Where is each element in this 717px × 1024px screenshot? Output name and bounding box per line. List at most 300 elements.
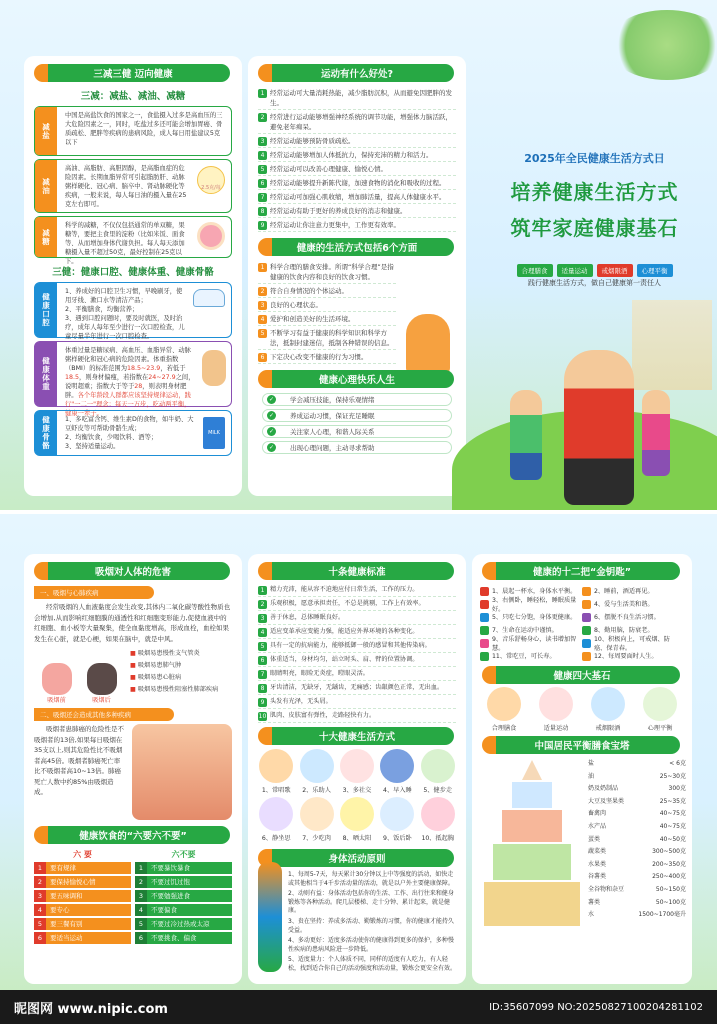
oil-amount: 2.5克/每 xyxy=(201,185,221,191)
item-text: 经常运动能够增加人体抵抗力，保持充沛的精力和活力。 xyxy=(270,151,433,159)
lifestyle-item xyxy=(418,797,458,842)
item-text: 经常运动可大量消耗热能，减少脂肪沉积，从而避免因肥胖的发生。 xyxy=(270,89,452,107)
diet-dos-donts xyxy=(34,849,232,946)
list-item xyxy=(258,585,456,597)
chip: 戒烟限酒 xyxy=(597,264,633,277)
item-marker: 1 xyxy=(258,89,267,98)
caption: 吸烟后 xyxy=(92,697,111,704)
item-marker: 7 xyxy=(258,193,267,202)
list-item xyxy=(258,136,456,148)
item-text: 精力充沛，能从容不迫地应付日常生活，工作的压力。 xyxy=(270,586,419,593)
item-text: 科学合理的膳食安排。所谓“科学合理”是指健康的饮食内容和良好的饮食习惯。 xyxy=(270,263,394,281)
item-label: 5、健步走 xyxy=(423,787,453,794)
tag-label: 减糖 xyxy=(35,217,57,257)
list-item xyxy=(258,150,456,162)
item-text: 11、常吃豆，可长寿。 xyxy=(492,653,556,660)
panel-three-reductions xyxy=(24,56,242,496)
item-marker: 1 xyxy=(258,263,267,272)
column-title: 六不要 xyxy=(171,850,196,859)
list-item xyxy=(258,112,456,134)
activity-principles xyxy=(288,871,456,974)
subsection-title: 二、吸烟还会造成其他多种疾病 xyxy=(34,708,174,721)
food-amount: < 6克 xyxy=(669,760,686,767)
item-marker: 2 xyxy=(135,876,147,888)
food-amount: 50~100克 xyxy=(655,898,686,906)
item-marker xyxy=(582,613,591,622)
item-text: 经常运动可加强心肌收缩，增加肺活量，提高人体健康水平。 xyxy=(270,193,446,201)
list-item xyxy=(262,393,452,406)
panel-title: 吸烟对人体的危害 xyxy=(36,562,230,580)
item-text: 经常运动可以改善心理健康、愉悦心情。 xyxy=(270,165,387,173)
item-text: 肌肉、皮肤富有弹性，走路轻快有力。 xyxy=(270,712,376,719)
key-item xyxy=(582,597,684,610)
item-marker xyxy=(480,600,489,609)
weight-text xyxy=(65,346,195,418)
item-marker: 4 xyxy=(258,628,267,637)
pyramid-row xyxy=(588,771,686,784)
item-label: 6、静坐思 xyxy=(261,835,291,842)
chip: 心理平衡 xyxy=(637,264,673,277)
key-item xyxy=(582,610,684,623)
mental-health-list xyxy=(248,393,466,454)
mouth-item: 2、平衡膳食，均衡营养； xyxy=(65,306,139,313)
lifestyle-item xyxy=(337,749,377,794)
item-marker: 8 xyxy=(258,684,267,693)
singing-icon xyxy=(259,749,293,783)
runner-illustration-icon xyxy=(406,314,450,374)
list-item xyxy=(258,627,456,639)
reduce-oil-box xyxy=(34,159,232,213)
dont-item xyxy=(135,876,232,888)
list-item xyxy=(258,613,456,625)
food-amount: 300克 xyxy=(668,785,686,793)
caption: 吸烟前 xyxy=(47,697,66,704)
text: 体重过量是糖尿病、高血压、血脂异常、动脉粥样硬化和冠心病的危险因素。体重指数（BMI）的标准范围为 xyxy=(65,347,191,372)
list-item xyxy=(258,697,456,709)
item-text: 经常运动能够提升新陈代谢，加速食物的消化和吸收的过程。 xyxy=(270,179,446,187)
meditation-icon xyxy=(259,797,293,831)
do-item xyxy=(34,904,131,916)
section-title: 健康四大基石 xyxy=(484,666,680,684)
section-subtitle: 三减：减盐、减油、减糖 xyxy=(80,91,186,102)
item-text: 牙齿清洁，无缺牙，无龋齿，无痛感；齿龈颜色正常，无出血。 xyxy=(270,684,444,691)
exercising-kids-icon xyxy=(258,862,282,972)
bone-item: 1、多吃富含钙、维生素D的食物，如牛奶、大豆虾皮等可帮助骨骼生成； xyxy=(65,416,194,432)
item-text: 经常运动有助于更好的养成良好的消志和健康。 xyxy=(270,207,407,215)
item-marker xyxy=(480,587,489,596)
section-title: 健康心理快乐人生 xyxy=(260,370,454,388)
item-text: 5、只吃七分饱，身体更健康。 xyxy=(492,614,577,621)
item-marker: 10 xyxy=(258,713,267,720)
check-icon: ✓ xyxy=(268,444,275,451)
mouth-item: 1、养成好的口腔卫生习惯，早晚刷牙，使用牙线、漱口水等清洁产品； xyxy=(65,288,183,304)
item-text: 要五味调和 xyxy=(46,890,131,902)
bmi-value: 28 xyxy=(134,383,143,390)
pyramid-row xyxy=(588,871,686,884)
chip: 适量运动 xyxy=(557,264,593,277)
pyramid-row xyxy=(588,808,686,821)
pyramid-graphic-icon xyxy=(484,760,580,928)
reduce-sugar-box xyxy=(34,216,232,265)
panel-title: 运动有什么好处? xyxy=(260,64,454,82)
food-label: 畜禽肉 xyxy=(588,810,607,818)
item-text: 12、每周要面时人生。 xyxy=(594,653,658,660)
runner-man-icon xyxy=(510,390,542,480)
item-text: 要三餐有别 xyxy=(46,918,131,930)
list-item xyxy=(258,206,456,218)
item-text: 吸烟易患慢性阻塞性肺部疾病 xyxy=(137,686,219,693)
mental-balance-icon xyxy=(643,687,677,721)
teeth-icon xyxy=(193,289,225,307)
item-marker: 3 xyxy=(258,301,267,310)
section-title: 十大健康生活方式 xyxy=(260,727,454,745)
rest-icon xyxy=(380,797,414,831)
key-item xyxy=(480,635,582,652)
item-marker xyxy=(582,587,591,596)
key-item xyxy=(582,584,684,597)
site-logo: 昵图网 www.nipic.com xyxy=(14,1001,168,1017)
cover-panel xyxy=(472,20,717,510)
item-marker: 3 xyxy=(258,614,267,623)
item-text: 眼睛明亮，眼睑无炎症，瞪眼灵活。 xyxy=(270,670,369,677)
salt-text: 中国是高盐饮食的国家之一，食盐摄入过多是高血压的三大危险因素之一，同时，吃盐过多还可能会增加胃癌、骨质疏松、肥胖等疾病的患病风险，成人每日用盐建议5克以下 xyxy=(65,112,223,146)
key-item xyxy=(582,635,684,652)
list-item xyxy=(258,164,456,176)
text: ，若低于 xyxy=(160,365,186,372)
lung-after xyxy=(87,663,117,704)
item-text: 吸烟易患心脏病 xyxy=(137,674,182,681)
item-label: 9、饭后卧 xyxy=(383,835,412,842)
item-label: 心理平衡 xyxy=(647,725,673,732)
item-text: 吸烟易患肺气肿 xyxy=(137,662,182,669)
item-label: 8、晒太阳 xyxy=(342,835,372,842)
item-marker xyxy=(480,652,489,661)
lifestyle-item xyxy=(256,797,296,842)
food-amount: 40~50克 xyxy=(659,835,686,843)
lungs-comparison xyxy=(34,648,232,704)
food-label: 蛋类 xyxy=(588,835,601,843)
benefit-list xyxy=(258,88,456,232)
key-item xyxy=(480,596,582,613)
four-cornerstones xyxy=(478,687,686,732)
cancer-section xyxy=(34,724,232,820)
dos-column xyxy=(34,849,131,946)
text: ，则表明身材肥胖。 xyxy=(65,383,187,399)
item-text: 4、爱与生活美和谐。 xyxy=(594,601,654,608)
item-text: 经常运动让你注意力更集中，工作更有效率。 xyxy=(270,221,400,229)
pyramid-row xyxy=(588,846,686,859)
list-item xyxy=(258,683,456,695)
section-title: 健康饮食的“六要六不要” xyxy=(36,826,230,844)
item-text: 经常进行运动能够增强神经系统的调节功能，增强体力脑活跃，避免老年痴呆。 xyxy=(270,113,452,131)
posture-icon xyxy=(421,797,455,831)
less-meat-icon xyxy=(300,797,334,831)
bone-item: 2、均衡饮食，少喝饮料、酒等； xyxy=(65,434,158,441)
pyramid-row xyxy=(588,821,686,834)
bmi-value: 18.5 xyxy=(65,374,80,381)
tag-label: 减油 xyxy=(35,160,57,212)
food-label: 奶及奶制品 xyxy=(588,785,619,793)
lifestyle-item xyxy=(377,797,417,842)
tag-label: 健康口腔 xyxy=(35,283,57,337)
panel-smoking-harm xyxy=(24,554,242,984)
food-amount: 40~75克 xyxy=(659,810,686,818)
tag-label: 减盐 xyxy=(35,107,57,155)
item-label: 2、乐助人 xyxy=(302,787,331,794)
item-text: 出现心理问题，主动寻求帮助 xyxy=(290,444,375,452)
golden-keys-grid xyxy=(480,584,684,662)
principle-item: 4、多动更好：适度多活动使你的健康得到更多的保护，多种慢性疾病的患病风险进一步降低。 xyxy=(288,937,454,953)
item-text: 乐观积极，愿意承担责任，不总是挑剔，工作上有效率。 xyxy=(270,600,425,607)
pyramid-row xyxy=(588,783,686,796)
item-text: 爱护和创造美好的生活环境。 xyxy=(270,315,355,323)
food-label: 水 xyxy=(588,911,595,919)
bullet-icon: ■ xyxy=(130,674,138,681)
item-marker: 4 xyxy=(34,904,46,916)
list-item xyxy=(258,314,396,326)
item-marker: 4 xyxy=(258,315,267,324)
runner-woman-icon xyxy=(564,350,634,505)
item-marker: 5 xyxy=(34,918,46,930)
list-item xyxy=(258,178,456,190)
pyramid-row xyxy=(588,859,686,872)
panel-golden-keys xyxy=(472,554,692,984)
item-text: 要适当运动 xyxy=(46,932,131,944)
superhero-kid-icon xyxy=(202,350,226,386)
item-text: 不要挑食、偏食 xyxy=(147,932,232,944)
item-marker: 6 xyxy=(258,179,267,188)
panel-title: 健康的十二把“金钥匙” xyxy=(484,562,680,580)
pyramid-row xyxy=(588,834,686,847)
brochure-back-side xyxy=(0,514,717,990)
item-label: 适量运动 xyxy=(543,725,569,732)
item-text: 不要勉强进食 xyxy=(147,890,232,902)
item-marker: 4 xyxy=(258,151,267,160)
cover-title-line2: 筑牢家庭健康基石 xyxy=(510,216,679,240)
item-text: 养成运动习惯，保证充足睡眠 xyxy=(290,412,375,420)
item-text: 3、右侧卧，睡轻松，睡眠质量好。 xyxy=(492,596,577,613)
food-label: 蔬菜类 xyxy=(588,848,607,856)
item-label: 3、多社交 xyxy=(342,787,372,794)
image-id: ID:35607099 NO:20250827100204281102 xyxy=(489,1001,703,1013)
pyramid-table xyxy=(588,758,686,922)
list-item xyxy=(258,286,396,298)
item-text: 10、积极向上，可戒烟、防癌、保青春。 xyxy=(594,635,670,652)
ten-lifestyles-grid xyxy=(256,749,458,845)
brochure-front-side xyxy=(0,0,717,510)
list-item xyxy=(262,425,452,438)
item-text: 不要过冷过热或太凉 xyxy=(147,918,232,930)
runner-girl-icon xyxy=(642,390,670,476)
item-text: 6、摆脱不良生活习惯。 xyxy=(594,614,660,621)
food-label: 水果类 xyxy=(588,860,607,868)
cover-chips xyxy=(472,258,717,277)
principle-item: 3、贵在坚持：养成多活动、勤锻炼的习惯，你的健康才能持久受益。 xyxy=(288,917,454,934)
smoker-lung-icon xyxy=(87,663,117,695)
item-marker: 2 xyxy=(258,113,267,122)
item-label: 戒烟限酒 xyxy=(595,725,621,732)
item-marker: 6 xyxy=(258,353,267,362)
food-amount: 250~400克 xyxy=(652,873,686,881)
item-text: 不要暴饮暴食 xyxy=(147,862,232,874)
cover-year: 2025年全民健康生活方式日 xyxy=(524,152,665,165)
walking-icon xyxy=(421,749,455,783)
item-marker: 7 xyxy=(258,670,267,679)
list-item xyxy=(258,262,396,284)
food-amount: 200~350克 xyxy=(652,860,686,868)
food-label: 水产品 xyxy=(588,822,607,830)
pyramid-row xyxy=(588,897,686,910)
item-marker xyxy=(480,626,489,635)
item-marker: 1 xyxy=(135,862,147,874)
item-text: 8、勤用脑，防衰老。 xyxy=(594,627,654,634)
milk-label: MILK xyxy=(208,429,220,436)
lifestyle-item xyxy=(296,749,336,794)
item-marker xyxy=(582,626,591,635)
list-item xyxy=(130,660,232,672)
healthy-lung-icon xyxy=(42,663,72,695)
list-item xyxy=(258,641,456,653)
dont-item xyxy=(135,932,232,944)
sunbathe-icon xyxy=(340,797,374,831)
item-label: 10、抵起胸 xyxy=(421,835,455,842)
watermark-footer xyxy=(0,990,717,1024)
section-title: 健康的生活方式包括6个方面 xyxy=(260,238,454,256)
item-marker: 5 xyxy=(258,329,267,338)
item-text: 2、睡前，酒适再见。 xyxy=(594,588,654,595)
lifestyle-item xyxy=(256,749,296,794)
item-marker: 6 xyxy=(258,656,267,665)
item-text: 头发有光泽，无头屑。 xyxy=(270,698,332,705)
tag-label: 健康体重 xyxy=(35,342,57,406)
list-item xyxy=(262,409,452,422)
oil-text: 高油、高脂肪、高胆固醇，是高脂血症的危险因素。长期血脂异常可引起脂肪肝、动脉粥样硬化、冠心病、脑卒中、肾动脉硬化等疾病，一般来说，每人每日油的摄入量在25克左右即可。 xyxy=(65,165,187,208)
principle-item: 1、每周5-7天，每天累计30分钟以上中等强度的活动，如快走或其他相当于4千步活动量的活动，就是以户外主要健康保障。 xyxy=(288,871,454,887)
social-icon xyxy=(340,749,374,783)
sugar-text: 科学的减糖，不仅仅包括通常的单双糖，果糖等，要把主食里的淀粉（比如米饭、面食等、从而增加身体代谢负担。每人每天添加糖摄入量不超过50克，最好控制在25克以下。 xyxy=(65,222,185,265)
item-text: 不要偏食 xyxy=(147,904,232,916)
healthy-weight-box xyxy=(34,341,232,417)
item-text: 善于休息，总体睡眠良好。 xyxy=(270,614,345,621)
tag-label: 健康骨骼 xyxy=(35,411,57,455)
pyramid-row xyxy=(588,884,686,897)
list-item xyxy=(258,220,456,232)
text: ，则身材偏瘦，若指数在 xyxy=(79,374,149,381)
food-label: 盐 xyxy=(588,760,595,767)
panel-exercise-benefits xyxy=(248,56,466,496)
do-item xyxy=(34,918,131,930)
item-marker: 1 xyxy=(258,586,267,595)
item-text: 不要过饥过饱 xyxy=(147,876,232,888)
section-title: 身体活动原则 xyxy=(260,849,454,867)
food-amount: 25~35克 xyxy=(659,797,686,805)
item-marker: 9 xyxy=(258,221,267,230)
item-text: 不断学习有益于健康的科学知识和科学方法，抵制封建迷信，抵制各种错误的信息。 xyxy=(270,329,394,347)
food-label: 油 xyxy=(588,772,595,780)
cornerstone-item xyxy=(643,687,677,732)
item-text: 关注家人心理，和谐人际关系 xyxy=(290,428,375,436)
item-marker xyxy=(480,639,489,648)
item-marker: 2 xyxy=(258,287,267,296)
key-item xyxy=(480,649,582,662)
bullet-icon: ■ xyxy=(130,650,138,657)
oil-bottle-icon xyxy=(197,166,225,194)
item-marker xyxy=(582,652,591,661)
sleep-icon xyxy=(380,749,414,783)
item-text: 要有规律 xyxy=(46,862,131,874)
item-text: 1、晨起一杯水，身体水平衡。 xyxy=(492,588,577,595)
milk-carton-icon xyxy=(203,417,225,449)
body-organs-icon xyxy=(132,724,232,820)
list-item xyxy=(258,300,396,312)
list-item xyxy=(130,684,232,696)
item-label: 合理膳食 xyxy=(491,725,517,732)
item-text: 符合自身情况的个体运动。 xyxy=(270,287,348,295)
item-text: 经常运动能够预防骨质疏松。 xyxy=(270,137,355,145)
column-title: 六 要 xyxy=(73,850,92,859)
item-marker xyxy=(480,613,489,622)
reduce-salt-box xyxy=(34,106,232,156)
lifestyle-item xyxy=(296,797,336,842)
healthy-mouth-box xyxy=(34,282,232,338)
food-pyramid xyxy=(480,758,684,930)
paragraph: 经常吸烟的人血液黏度会发生改变,其体内二氧化碳等酸性物质也会增加,从而影响红细胞膜的通透性和红细胞变形能力,促使血液中的红细胞、血小板等大量聚集，使全血黏度增高，形成血栓，血栓如果发生在心脏，就是心梗，如果在脑中，就是中风。 xyxy=(34,603,231,643)
food-amount: 50~150克 xyxy=(655,885,686,893)
item-marker: 1 xyxy=(34,862,46,874)
check-icon: ✓ xyxy=(268,428,275,435)
list-item xyxy=(130,648,232,660)
item-text: 适应变革承应变能力强，能适应外界环境的各种变化。 xyxy=(270,628,419,635)
pyramid-row xyxy=(588,796,686,809)
item-text: 9、音乐舒畅身心，读书增加智慧。 xyxy=(492,635,577,652)
standards-list xyxy=(258,585,456,723)
lifestyle-item xyxy=(337,797,377,842)
chip: 合理膳食 xyxy=(517,264,553,277)
list-item xyxy=(258,88,456,110)
no-smoking-icon xyxy=(591,687,625,721)
item-text: 良好的心理状态。 xyxy=(270,301,322,309)
pyramid-row xyxy=(588,909,686,922)
item-marker: 5 xyxy=(258,165,267,174)
dont-item xyxy=(135,890,232,902)
subsection-title: 一、吸烟与心肺疾病 xyxy=(34,586,154,599)
pyramid-row xyxy=(588,758,686,771)
list-item xyxy=(258,192,456,204)
lifestyle-item xyxy=(377,749,417,794)
food-label: 薯类 xyxy=(588,898,601,906)
list-item xyxy=(258,655,456,667)
bullet-icon: ■ xyxy=(130,662,138,669)
food-amount: 25~30克 xyxy=(659,772,686,780)
principle-item: 2、动则有益：身体活动包括你的生活、工作、出行往来和健身锻炼等各种活动。爬几层楼梯、走十分钟、累计起来，就是健康。 xyxy=(288,890,454,915)
list-item xyxy=(258,669,456,681)
item-marker: 4 xyxy=(135,904,147,916)
dont-item xyxy=(135,904,232,916)
bmi-value: 24~27.9 xyxy=(148,374,176,381)
balanced-diet-icon xyxy=(487,687,521,721)
item-marker: 6 xyxy=(34,932,46,944)
helping-icon xyxy=(300,749,334,783)
item-text: 体重适当，身材均匀，站立时头、肩、臂的位置协调。 xyxy=(270,656,419,663)
item-text: 下定决心改变不健康的行为习惯。 xyxy=(270,353,368,361)
list-item xyxy=(258,711,456,723)
item-marker: 9 xyxy=(258,698,267,707)
item-text: 具有一定的抗病能力，能够抵御一般的感冒和其他传染病。 xyxy=(270,642,431,649)
item-text: 要保持愉悦心情 xyxy=(46,876,131,888)
food-amount: 40~75克 xyxy=(659,822,686,830)
dont-item xyxy=(135,918,232,930)
section-title: 中国居民平衡膳食宝塔 xyxy=(484,736,680,754)
